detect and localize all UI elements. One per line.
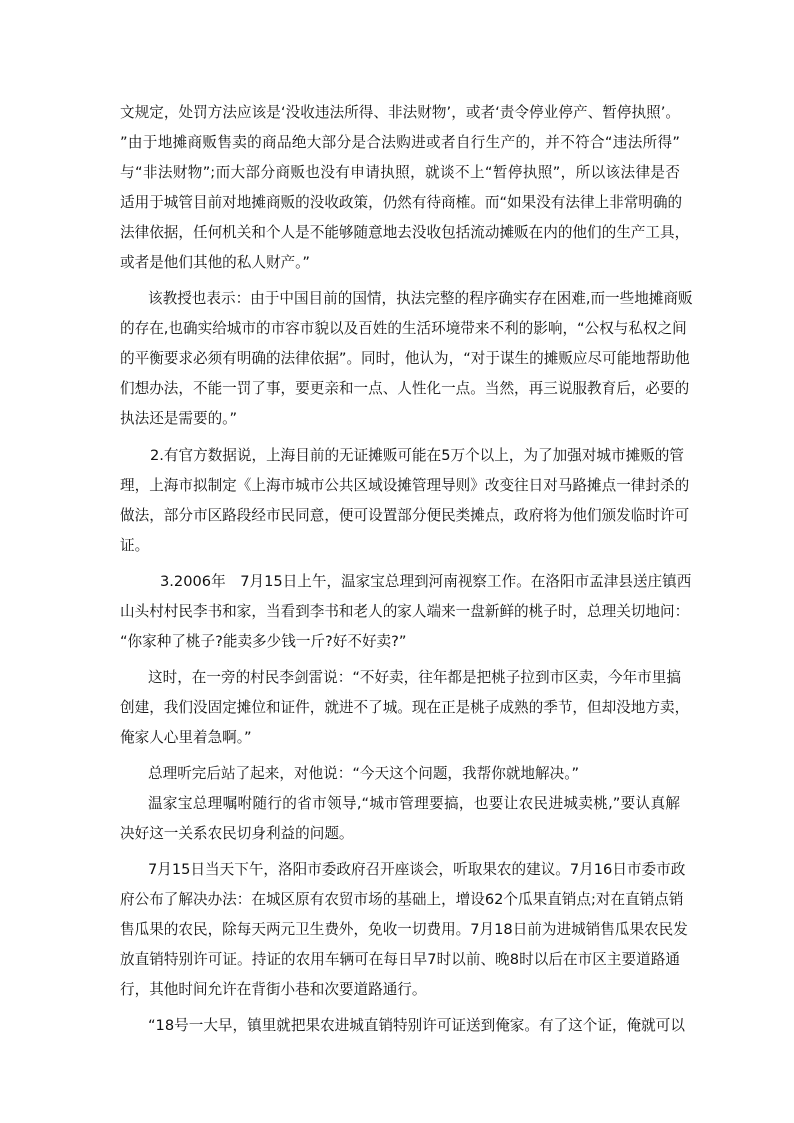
paragraph-first-line: 2.有官方数据说，上海目前的无证摊贩可能在5万个以上，为了加强对城市摊贩的管 [150,447,684,464]
text-line: 山头村村民李书和家，当看到李书和老人的家人端来一盘新鲜的桃子时，总理关切地问： [120,603,690,620]
text-line: ”由于地摊商贩售卖的商品绝大部分是合法购进或者自行生产的，并不符合“违法所得” [120,134,680,151]
paragraph-first-line: 该教授也表示：由于中国目前的国情，执法完整的程序确实存在困难,而一些地摊商贩 [148,290,693,307]
text-line: 决好这一关系农民切身利益的问题。 [120,825,354,842]
text-line: 做法，部分市区路段经市民同意，便可设置部分便民类摊点，政府将为他们颁发临时许可 [120,507,690,524]
text-line: 的存在,也确实给城市的市容市貌以及百姓的生活环境带来不利的影响，“公权与私权之间 [120,320,687,337]
text-line: 文规定，处罚方法应该是‘没收违法所得、非法财物’，或者‘责令停业停产、暂停执照’。 [120,104,680,121]
paragraph-first-line: 3.2006年 7月15日上午，温家宝总理到河南视察工作。在洛阳市孟津县送庄镇西 [160,573,692,590]
text-line: 放直销特别许可证。持证的农用车辆可在每日早7时以前、晚8时以后在市区主要道路通 [120,951,680,968]
text-line: 或者是他们其他的私人财产。” [120,254,310,271]
text-line: 证。 [120,537,150,554]
text-line: 创建，我们没固定摊位和证件，就进不了城。现在正是桃子成熟的季节，但却没地方卖， [120,699,690,716]
text-line: “你家种了桃子?能卖多少钱一斤?好不好卖?” [120,633,407,650]
paragraph-first-line: 温家宝总理嘱咐随行的省市领导,“城市管理要搞，也要让农民进城卖桃,”要认真解 [148,795,680,812]
paragraph-first-line: 这时，在一旁的村民李剑雷说：“不好卖，往年都是把桃子拉到市区卖，今年市里搞 [148,669,681,686]
text-line: 行，其他时间允许在背街小巷和次要道路通行。 [120,981,427,998]
text-line: 俺家人心里着急啊。” [120,729,252,746]
text-line: 与“非法财物”;而大部分商贩也没有申请执照，就谈不上“暂停执照”，所以该法律是否 [120,164,680,181]
text-line: 售瓜果的农民，除每天两元卫生费外，免收一切费用。7月18日前为进城销售瓜果农民发 [120,921,688,938]
paragraph-first-line: 总理听完后站了起来，对他说：“今天这个问题，我帮你就地解决。” [148,765,580,782]
text-line: 府公布了解决办法：在城区原有农贸市场的基础上，增设62个瓜果直销点;对在直销点销 [120,891,684,908]
text-line: 适用于城管目前对地摊商贩的没收政策，仍然有待商榷。而“如果没有法律上非常明确的 [120,194,683,211]
text-line: 执法还是需要的。” [120,410,238,427]
text-line: 的平衡要求必须有明确的法律依据”。同时，他认为，“对于谋生的摊贩应尽可能地帮助他 [120,350,690,367]
text-line: 理，上海市拟制定《上海市城市公共区域设摊管理导则》改变往日对马路摊点一律封杀的 [120,477,690,494]
text-line: 法律依据，任何机关和个人是不能够随意地去没收包括流动摊贩在内的他们的生产工具， [120,224,690,241]
paragraph-first-line: “18号一大早，镇里就把果农进城直销特别许可证送到俺家。有了这个证，俺就可以 [148,1017,685,1034]
text-line: 们想办法，不能一罚了事，要更亲和一点、人性化一点。当然，再三说服教育后，必要的 [120,380,690,397]
paragraph-first-line: 7月15日当天下午，洛阳市委政府召开座谈会，听取果农的建议。7月16日市委市政 [148,861,686,878]
